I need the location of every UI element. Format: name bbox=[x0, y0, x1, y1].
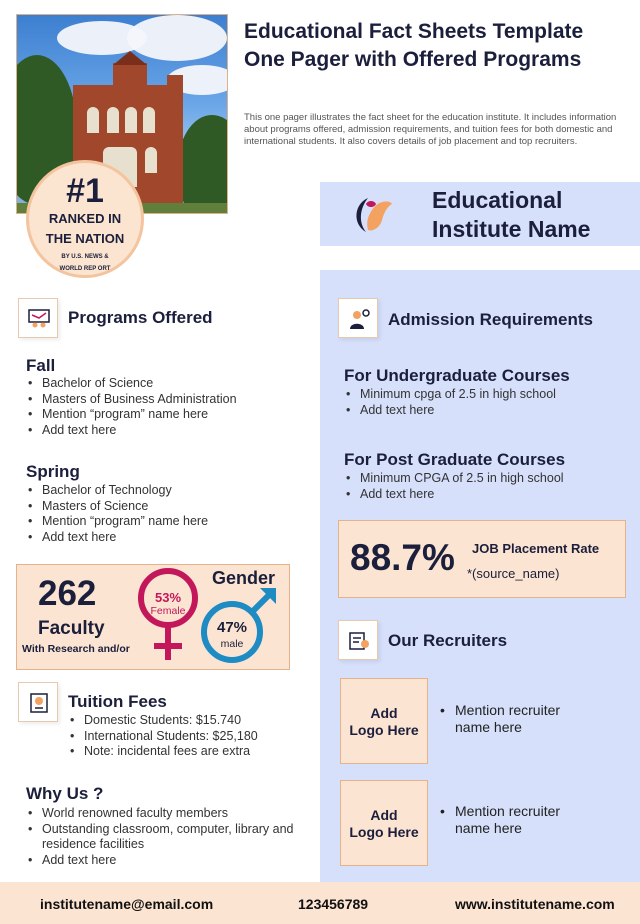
logo-placeholder-line1: Add bbox=[370, 807, 398, 823]
list-item: • Masters of Science bbox=[26, 499, 208, 515]
footer bbox=[0, 882, 640, 924]
institute-name-line2: Institute Name bbox=[432, 216, 591, 242]
placement-label: JOB Placement Rate bbox=[472, 541, 600, 556]
institute-name bbox=[432, 186, 632, 244]
institute-logo-icon bbox=[348, 190, 396, 238]
list-item: • Bachelor of Science bbox=[26, 376, 237, 392]
recruiter-name: Mention recruiter name here bbox=[455, 702, 561, 735]
term-fall-title: Fall bbox=[26, 356, 56, 375]
list-item: • Domestic Students: $15.740 bbox=[68, 713, 258, 729]
rank-source1: BY U.S. NEWS & bbox=[61, 254, 109, 260]
rank-line1: RANKED IN bbox=[48, 211, 122, 226]
male-label: male bbox=[220, 638, 244, 650]
list-item: • Add text here bbox=[344, 486, 564, 502]
spring-program-list bbox=[26, 483, 208, 545]
list-item: • Masters of Business Administration bbox=[26, 392, 237, 408]
certificate-icon bbox=[18, 682, 58, 722]
page-description: This one pager illustrates the fact sheet for the education institute. It includes information about programs offered, admission requirements, and tuition fees for both domestic and international students. It also covers details of job placement and top recruiters. bbox=[244, 112, 617, 147]
badge-certificate-icon bbox=[338, 620, 378, 660]
list-item: • Note: incidental fees are extra bbox=[68, 744, 258, 760]
recruiter-name: Mention recruiter name here bbox=[455, 803, 561, 836]
rank-line2: THE NATION bbox=[45, 231, 125, 246]
list-item: • Add text here bbox=[26, 530, 208, 546]
term-spring-title: Spring bbox=[26, 462, 80, 481]
student-icon bbox=[338, 298, 378, 338]
male-percent: 47% bbox=[216, 619, 248, 636]
list-item: • Add text here bbox=[26, 423, 237, 439]
logo-placeholder-line2: Logo Here bbox=[349, 722, 419, 738]
rank-source2: WORLD REP ORT bbox=[59, 266, 111, 272]
list-item: • Add text here bbox=[26, 853, 316, 869]
list-item: • Bachelor of Technology bbox=[26, 483, 208, 499]
institute-name-line1: Educational bbox=[432, 187, 563, 213]
tuition-list bbox=[68, 713, 258, 760]
tuition-heading: Tuition Fees bbox=[68, 692, 167, 711]
faculty-label: Faculty bbox=[38, 618, 105, 639]
faculty-sublabel: With Research and/or bbox=[22, 643, 130, 655]
list-item: • Outstanding classroom, computer, library and residence facilities bbox=[26, 822, 316, 853]
logo-placeholder-line1: Add bbox=[370, 705, 398, 721]
recruiter-item: • Mention recruiter name here bbox=[440, 803, 580, 837]
list-item: • Add text here bbox=[344, 402, 556, 418]
female-percent: 53% bbox=[154, 590, 182, 605]
gender-label: Gender bbox=[212, 568, 276, 588]
placement-rate: 88.7% bbox=[350, 537, 455, 578]
why-us-heading: Why Us ? bbox=[26, 784, 104, 803]
list-item: • International Students: $25,180 bbox=[68, 729, 258, 745]
admission-heading: Admission Requirements bbox=[388, 310, 593, 329]
footer-website[interactable]: www.institutename.com bbox=[455, 896, 615, 912]
footer-email[interactable]: institutename@email.com bbox=[40, 896, 214, 912]
page-title: Educational Fact Sheets Template One Pager with Offered Programs bbox=[244, 20, 584, 71]
list-item: • Minimum cpga of 2.5 in high school bbox=[344, 386, 556, 402]
why-us-list bbox=[26, 806, 316, 868]
logo-placeholder-line2: Logo Here bbox=[349, 824, 419, 840]
undergrad-title: For Undergraduate Courses bbox=[344, 366, 570, 385]
recruiters-heading: Our Recruiters bbox=[388, 631, 508, 650]
list-item: • Minimum CPGA of 2.5 in high school bbox=[344, 470, 564, 486]
rank-number: #1 bbox=[66, 172, 104, 210]
female-label: Female bbox=[150, 605, 186, 617]
recruiter-item: • Mention recruiter name here bbox=[440, 702, 580, 736]
list-item: • World renowned faculty members bbox=[26, 806, 316, 822]
postgrad-list bbox=[344, 470, 564, 502]
undergrad-list bbox=[344, 386, 556, 418]
recruiter-logo-placeholder bbox=[340, 780, 428, 866]
list-item: • Mention “program” name here bbox=[26, 407, 237, 423]
footer-phone[interactable]: 123456789 bbox=[298, 896, 369, 912]
ranking-badge bbox=[26, 160, 144, 278]
fall-program-list bbox=[26, 376, 237, 438]
classroom-icon bbox=[18, 298, 58, 338]
placement-source: *(source_name) bbox=[467, 566, 560, 581]
list-item: • Mention “program” name here bbox=[26, 514, 208, 530]
postgrad-title: For Post Graduate Courses bbox=[344, 450, 566, 469]
faculty-count: 262 bbox=[38, 574, 97, 613]
recruiter-logo-placeholder bbox=[340, 678, 428, 764]
programs-heading: Programs Offered bbox=[68, 308, 213, 327]
